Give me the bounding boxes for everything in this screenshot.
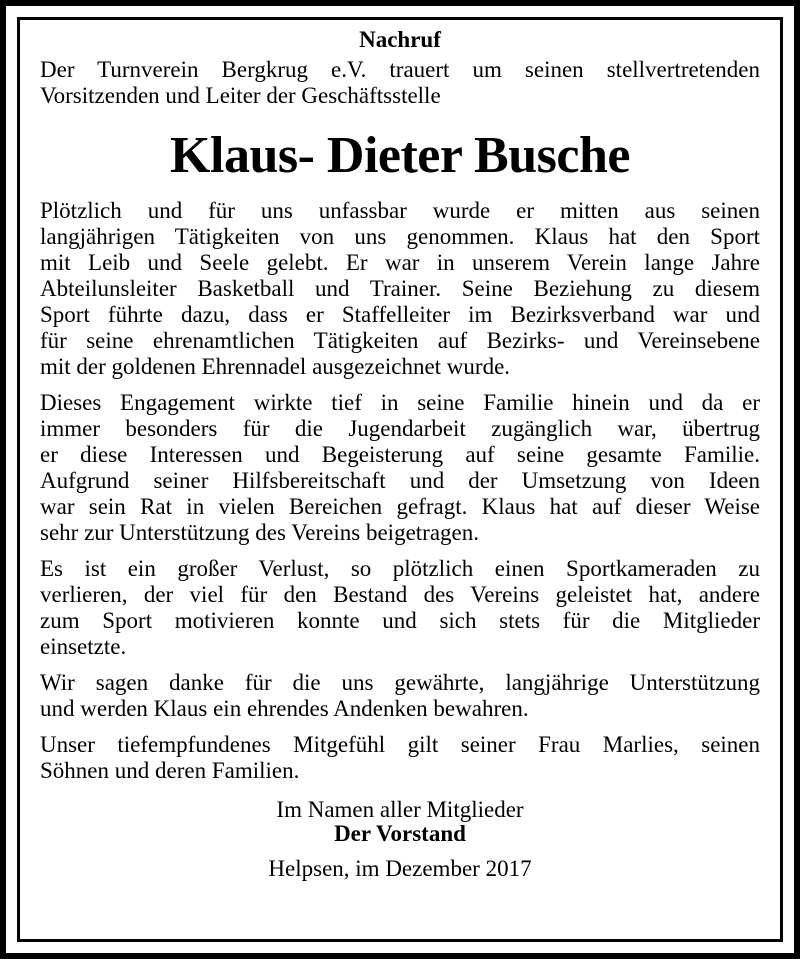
intro-line: Vorsitzenden und Leiter der Geschäftsstelle xyxy=(40,83,441,108)
text-line: Söhnen und deren Familien. xyxy=(40,758,300,783)
text-line: einsetzte. xyxy=(40,634,127,659)
text-line: und werden Klaus ein ehrendes Andenken bewahren. xyxy=(40,696,529,721)
text-line: war sein Rat in vielen Bereichen gefragt. Klaus hat auf dieser Weise xyxy=(40,494,760,519)
paragraph-5 xyxy=(40,732,760,784)
intro-text xyxy=(40,57,760,109)
text-line: zum Sport motivieren konnte und sich stets für die Mitglieder xyxy=(40,608,760,633)
text-line: Abteilunsleiter Basketball und Trainer. Seine Beziehung zu diesem xyxy=(40,276,760,301)
place-date: Helpsen, im Dezember 2017 xyxy=(268,856,532,881)
obituary-notice xyxy=(40,22,760,881)
text-line: Wir sagen danke für die uns gewährte, langjährige Unterstützung xyxy=(40,670,760,695)
text-line: mit Leib und Seele gelebt. Er war in unserem Verein lange Jahre xyxy=(40,250,760,275)
text-line: Unser tiefempfundenes Mitgefühl gilt seiner Frau Marlies, seinen xyxy=(40,732,760,757)
on-behalf-line: Im Namen aller Mitglieder xyxy=(276,797,524,822)
paragraph-1 xyxy=(40,198,760,380)
text-line: sehr zur Unterstützung des Vereins beigetragen. xyxy=(40,520,479,545)
text-line: für seine ehrenamtlichen Tätigkeiten auf Bezirks- und Vereinsebene xyxy=(40,328,760,353)
text-line: Dieses Engagement wirkte tief in seine Familie hinein und da er xyxy=(40,390,760,415)
paragraph-3 xyxy=(40,556,760,660)
text-line: Sport führte dazu, dass er Staffelleiter im Bezirksverband war und xyxy=(40,302,760,327)
text-line: er diese Interessen und Begeisterung auf seine gesamte Familie. xyxy=(40,442,760,467)
notice-title: Nachruf xyxy=(359,27,441,52)
signature-block xyxy=(40,798,760,881)
signer-name: Der Vorstand xyxy=(334,821,466,846)
deceased-name: Klaus- Dieter Busche xyxy=(170,127,630,184)
text-line: mit der goldenen Ehrennadel ausgezeichnet wurde. xyxy=(40,354,511,379)
text-line: immer besonders für die Jugendarbeit zugänglich war, übertrug xyxy=(40,416,760,441)
paragraph-4 xyxy=(40,670,760,722)
paragraph-2 xyxy=(40,390,760,546)
intro-line: Der Turnverein Bergkrug e.V. trauert um seinen stellvertretenden xyxy=(40,57,760,82)
text-line: Plötzlich und für uns unfassbar wurde er mitten aus seinen xyxy=(40,198,760,223)
text-line: langjährigen Tätigkeiten von uns genommen. Klaus hat den Sport xyxy=(40,224,760,249)
text-line: verlieren, der viel für den Bestand des Vereins geleistet hat, andere xyxy=(40,582,760,607)
text-line: Aufgrund seiner Hilfsbereitschaft und der Umsetzung von Ideen xyxy=(40,468,760,493)
text-line: Es ist ein großer Verlust, so plötzlich einen Sportkameraden zu xyxy=(40,556,760,581)
